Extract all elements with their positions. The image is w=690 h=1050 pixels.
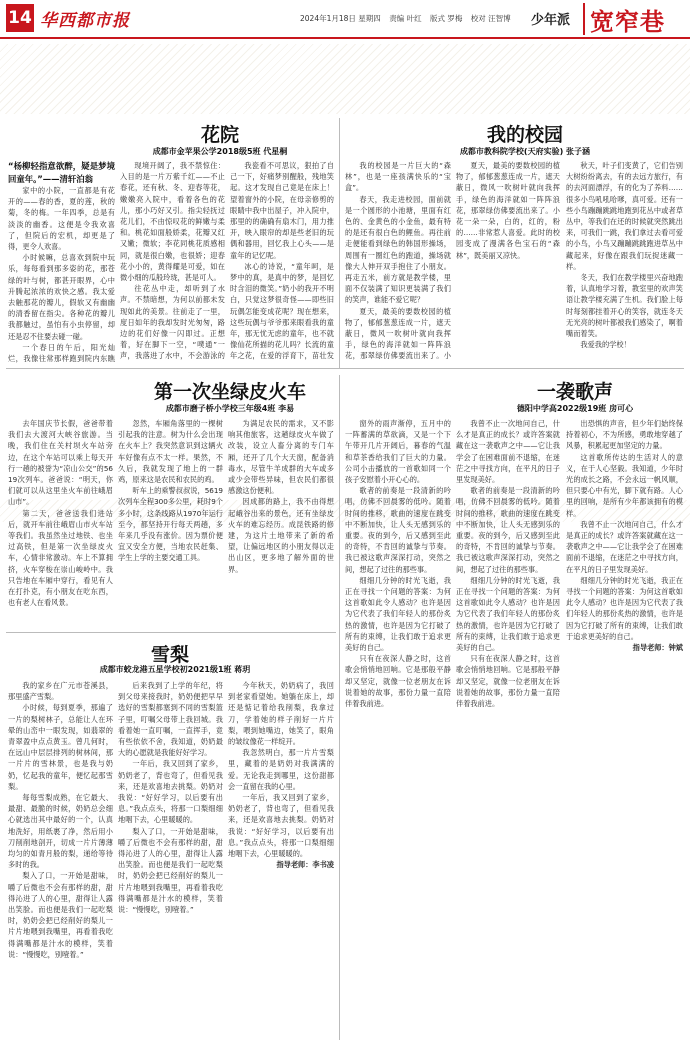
paragraph: 秋天，叶子们变黄了，它们告别大树纷纷离去，有的去远方旅行，有的去河面漂浮，有的化为了养料……很多小鸟吼吼哈嗲，真可爱。还有一些小鸟蹦蹦跳跳地跑到花丛中或者草丛中，等我们在还的时候就突然跳出来，可我们一跳，我们拿过去看可爱的小鸟，小鸟又蹦蹦跳跳跑进草丛中藏起来，好像在跟我们玩捉迷藏一样。 (566, 161, 683, 271)
article-title-huoche: 第一次坐绿皮火车 (153, 381, 306, 403)
paragraph: 窗外的雨声渐停，五月中的一阵蓄满的草欲滴，又是一个下午带开几片开阔后，暮春的气温和草茶香给我们了巨大的力量。公司小击播放的一首歌如同一个孩子安慰着小开心心的。 (345, 419, 451, 485)
paragraph: 一年后，我又回到了家乡，奶奶老了，背也弯了，但看见我来，还是欢喜地去挑梨。奶奶对我说：“好好学习，以后要有出息。”我点点头，将那一口梨细细地咽下去，心里暖暖的。 (228, 793, 334, 859)
paragraph: 后来我到了上学的年纪，将到父母来接我时，奶奶便把早早选好的雪梨都塞到不同的雪梨篮子里，叮嘱父母带上我回城。我看着她一直叮嘱，一直挥手，竟有些依依不舍，我知道，奶奶最大的心愿就是我能好好学习。 (118, 681, 223, 758)
paragraph: 小时候嘛，总喜欢到院中玩乐，每每看到那多姿的花，那苍绿的叶与树，都甚开眼界，心中升腾起浓浓的欢快之感。我太爱去触那花的瓣儿，假软又有幽幽的清香留在指尖。各种花的瓣儿我都触过，虽怕有小虫停留，却还是忍不住要去碰一碰。 (8, 253, 115, 341)
article-column (566, 418, 683, 1040)
section-name: 宽窄巷 (590, 7, 665, 36)
decorative-band (0, 44, 690, 114)
article-column (120, 160, 225, 363)
paragraph: 夏天，最美的要数校园的植物了，郁郁葱葱连成一片，遮天蔽日，微风一吹树叶就向我挥手，绿色的海洋就如一阵阵浪花，那翠绿仿佛要流出来了。小 (345, 306, 451, 361)
article-byline-xiaoyuan: 成都市教科院学校(天府实验) 张子涵 (459, 147, 591, 156)
header-rule (0, 37, 690, 39)
column-divider (339, 118, 340, 368)
paragraph: 出恐惧的声音，但少年们始终保持着初心，不为所感，勇敢地穿越了风暴，积累起更加坚定的力量。 (566, 419, 683, 451)
paragraph: 小时候，每到夏季，那遍了一片的梨树林子，总能让人在环晕的山峦中一眼发现，如翡翠的青翠盈中点点黄玉。曾几何时，在远山中层层排列的树林间，那一片片的雪林景，也是我与奶奶，忆起我的童年，便忆起那雪梨。 (8, 703, 113, 791)
paragraph: 为满足农民的需求，又不影响其他旅客，这趟绿皮火车做了改装，设立人畜分离的专门车厢，还开了几个大天窗，配备消毒水，尽管牛羊成群的大车或多或少会带些异味，但农民们都很感激这份便利。 (228, 419, 334, 496)
advisor-credit: 指导老师：李书凌 (276, 860, 334, 870)
paragraph: 细细几分钟的时光飞逝，我正在寻找一个问题的答案：为何这首歌如此令人感动？也许是因为它代表了我们年轻人的那份炙热的激情，也许是因为它打破了所有的束缚，让我们敢于追求更美好的自己。 (456, 575, 560, 653)
paragraph: 忽然，车厢角落里的一棵树引起我的注意。树为什么会出现在火车上？我突然意识到这辆火车好像有点不太一样。果然，不久后，我就发现了地上的一群鸡，原来这是农民和农民的鸡。 (118, 419, 223, 485)
paragraph: 现境开阔了，我不禁惊住：入目的是一片万紫千红——不止春花，还有秋、冬、迎春等花，嫩嫩亮入院中，看着各色的花儿，那小巧好又引。指尖轻抚过花儿们，不由惊叹花的鲜嫩与柔和。桃花如面般娇柔，花瓣又红又嫩；微软；李花同桃花质感相同，就是很白嫩，也很娇；迎春花小小的，黄得耀是可爱，如在微小细的瓜般玲珑，甚是可人。 (120, 161, 225, 283)
paragraph: 我瓷看不可思议，狠拍了自己一下，好痛梦别醒般，残地笑起。这才发现自己竟是在床上！望着窗外的小院，在母亲修剪的眼睛中我中出屋子，冲入院中，那里的的确确有扇木门，用力推开，映入眼帘的却是些老旧的玩偶和器用，回忆我上心头——是童年的记忆呢。 (230, 161, 334, 260)
page-header (0, 0, 690, 46)
paragraph: 一年后，我又回到了家乡，奶奶老了，背也弯了，但看见我来，还是欢喜地去挑梨。奶奶对我说：“好好学习，以后要有出息。”我点点头，将那一口梨细细地咽下去，心里暖暖的。 (118, 759, 223, 825)
paragraph: 我曾不止一次地问自己，什么才是真正的成长？或许答案就藏在这一袭歌声之中——它让我学会了在困难面前不退缩，在迷茫之中寻找方向，在平凡的日子里发现美好。 (456, 419, 560, 485)
advisor-credit: 指导老师：钟斌 (632, 643, 683, 653)
article-quote: “杨柳轻指意欲醉，疑是梦境回童年。”——清轩泊翁 (8, 161, 115, 184)
paragraph: 春天，我走进校园，面前就是一个圆形的小池塘，里面有红色的、金黄色的小金鱼，最有特的是还有很白色的鲤鱼。再往前走便能看到绿色的韩国形操场，周围有一圈红色的跑道，操场就像大人伸开双手抱住了小朋友。再走五米，前方就是教学楼，里面不仅装满了知识更装满了我们的笑声，谁能不爱它呢？ (345, 194, 451, 305)
article-column (345, 160, 451, 363)
article-title-gesheng: 一袭歌声 (536, 381, 613, 403)
article-column (566, 160, 683, 363)
paragraph: 冰心的诗说，“童年呵，是梦中的真，是真中的梦，是回忆时含泪的微笑。”奶小的我开不明白，只觉这梦很奇怪——即些旧玩偶怎能变成花呢？现在想来，这些玩偶与爷爷那来眼看我的童年，那无忧无虑的童年，也不就像仙花所描的花儿吗？长流的童年之花，在爱的浮育下，苗壮发 (230, 261, 334, 361)
issue-date: 2024年1月18日 星期四 (300, 14, 381, 23)
paper-logo: 华西都市报 (40, 11, 130, 31)
section-divider (6, 632, 336, 633)
article-title-huayuan: 花院 (200, 124, 239, 146)
proofreader-credit: 校对 汪智博 (470, 14, 511, 23)
article-title-xiaoyuan: 我的校园 (486, 124, 563, 146)
article-column (8, 418, 113, 628)
paragraph: 因成都的路上，我不由得想起峨谷出来的景色，还有坐绿皮火车的难忘经历。成昆铁路的修建，为这片土地带来了新的希望，让偏远地区的小朋友得以走出山区，更多地了解外面的世界。 (228, 497, 334, 574)
paragraph: 今年秋天，奶奶病了，我回到老家看望她。她躺在床上，却还是惦记着给我削梨，我拿过刀，学着她的样子削好一片片梨，喂到她嘴边，她笑了，眼角的皱纹像花一样绽开。 (228, 681, 334, 747)
paragraph: 梨入了口，一开始是甜味，嚼了后微也不会有那样的甜，甜得沁进了人的心里，甜得让人露出笑脸。而也便是我们一起吃梨时，奶奶会把已经削好的梨儿一片片地喂到我嘴里，再看着我吃得满嘴都是汁水的模样，笑着说：“慢慢吃，别噎着。” (8, 871, 113, 959)
article-column (118, 418, 223, 628)
article-byline-xueli: 成都市蛟龙港五星学校初2021级1班 蒋玥 (99, 665, 251, 674)
paragraph: 冬天，我们在教学楼里兴奋地跑着，认真地学习着，教室里的欢声笑语让教学楼充满了生机。我们脸上每时每刻都挂着开心的笑容，就连冬天无光亮的树叶都被我们感染了，啊着嘴而着笑。 (566, 273, 683, 339)
paragraph: 歌者的前奏是一段清新的吟唱，仿佛不回晨雾的低吟。随着时间的推移，歌曲的速度在跳变中不断加快，让人头无感到乐的重要。夜的到今，后又感到至此的奇特，不肯回的诚挚与节奏。我已被这歌声深深打动，突然之间，想起了过往的那些事。 (345, 486, 451, 574)
paragraph: 这首歌所传达的生活对人的意义，在于人心坚毅。我知道，少年时光的成长之路，不会永远一帆风顺，但只要心中有光，脚下就有路。人心里的回响，是所有少年都该拥有的模样。 (566, 452, 683, 518)
paragraph: 细细几分钟的时光飞逝，我正在寻找一个问题的答案：为何这首歌如此令人感动？也许是因为它代表了我们年轻人的那份炙热的激情，也许是因为它打破了所有的束缚，让我们敢于追求更美好的自己。 (345, 575, 451, 653)
article-column (118, 680, 223, 1042)
article-byline-gesheng: 德阳中学高2022级19班 房可心 (516, 404, 634, 413)
paragraph: 夏天，最美的要数校园的植物了，郁郁葱葱连成一片，遮天蔽日，微风一吹树叶就向我挥手，绿色的海洋就如一阵阵浪花，那翠绿仿佛要流出来了。小花一朵一朵，白的，红的，粉的……非常惹人喜爱。此时的校园变成了漫满各色宝石的“森林”，既美丽又凉快。 (456, 161, 560, 260)
section-divider (6, 368, 684, 369)
paragraph: 我曾不止一次地问自己，什么才是真正的成长？或许答案就藏在这一袭歌声之中——它让我学会了在困难面前不退缩，在迷茫之中寻找方向，在平凡的日子里发现美好。 (566, 519, 683, 574)
paragraph: 只有在夜深人静之时，这首歌会悄悄地回响。它是那般平静却又坚定，就像一位老朋友在诉说着她的故事，那份力量一直陪伴着我前进。 (345, 654, 451, 709)
page-number: 14 (6, 4, 34, 32)
column-divider (339, 375, 340, 1040)
editor-credit: 责编 叶红 (389, 14, 422, 23)
issue-meta (300, 13, 517, 24)
article-column (456, 418, 560, 1040)
article-title-xueli: 雪梨 (150, 644, 189, 666)
paragraph: 往花丛中走，却听到了水声。不禁暗想，为何以前都未发现如此的美景。往前走了一里，度日如年的我却发时光匆匆，路边的花们好像一闪即过。正想着，好在脚下一空，“噗通”一声，我落进了水中，不会游泳的 (120, 284, 225, 361)
article-column (230, 160, 334, 363)
paragraph: 我的家乡在广元市苍溪县，那里盛产雪梨。 (8, 681, 113, 702)
article-column (345, 418, 451, 1040)
section-label: 少年派 (531, 13, 571, 28)
paragraph: 我的校园是一片巨大的“森林”，也是一座孩满快乐的“宝盒”。 (345, 161, 451, 193)
article-column (456, 160, 560, 363)
paragraph: 我忽然明白，那一片片雪梨里，藏着的是奶奶对我满满的爱。无论我走到哪里，这份甜都会一直留在我的心里。 (228, 748, 334, 791)
paragraph: 歌者的前奏是一段清新的吟唱，仿佛不回晨雾的低吟。随着时间的推移，歌曲的速度在跳变中不断加快，让人头无感到乐的重要。夜的到今，后又感到至此的奇特，不肯回的诚挚与节奏。我已被这歌声深深打动，突然之间，想起了过往的那些事。 (456, 486, 560, 574)
article-byline-huoche: 成都市磨子桥小学校三年级4班 李易 (165, 404, 295, 413)
paragraph: 我爱我的学校！ (580, 340, 631, 350)
paragraph: 听车上的乘警叔叔说，5619次列车全程300多公里，耗时9个多小时，这条线路从1970年运行至今，都坚持开行每天两趟，多年来几乎没有涨价。因为票价便宜又安全方便，当地农民赶集、学生上学的主要交通工具。 (118, 486, 223, 563)
article-column (228, 418, 334, 628)
article-column (8, 160, 115, 363)
designer-credit: 版式 罗梅 (429, 14, 463, 23)
paragraph: 家中的小院，一直都是有花开的——春的香，夏的莲，秋的菊，冬的梅。一年四季，总是有淡淡的幽香。这便是令我欢喜了，但院后的宏机，却更是了得，更令人欢喜。 (8, 186, 115, 252)
paragraph: 去年国庆节长假，爸爸带着我们去大渡河大峡谷旅游。当晚，我们住在关村坝火车站旁边，在这个车站可以乘上每天开行一趟的被誉为“凉山公交”的5619次列车。爸爸说：“明天，你们就可以从这里坐火车前往峨眉山市”。 (8, 419, 113, 507)
article-byline-huayuan: 成都市金苹果公学2018级5班 代星桐 (152, 147, 288, 156)
paragraph: 第二天，爸爸送我们进站后，就开车前往峨眉山市火车站等我们。我虽然坐过地铁、也坐过高铁，但是第一次坐绿皮火车，心情非常激动。车上不算拥挤，火车穿梭在崇山峻岭中。我只告地在车厢中穿行，看见有人在打扑克，有小朋友在吃东西，也有老人在看风景。 (8, 508, 113, 608)
paragraph: 细细几分钟的时光飞逝，我正在寻找一个问题的答案：为何这首歌如此令人感动？也许是因为它代表了我们年轻人的那份炙热的激情，也许是因为它打破了所有的束缚，让我们敢于追求更美好的自己。 (566, 575, 683, 641)
article-column (228, 680, 334, 1042)
paragraph: 只有在夜深人静之时，这首歌会悄悄地回响。它是那般平静却又坚定，就像一位老朋友在诉说着她的故事，那份力量一直陪伴着我前进。 (456, 654, 560, 709)
paragraph: 一个春日的午后，阳光灿烂，我像往常那样跑到院内东瞧 (8, 342, 115, 363)
paragraph: 梨入了口，一开始是甜味，嚼了后微也不会有那样的甜，甜得沁进了人的心里，甜得让人露出笑脸。而也便是我们一起吃梨时，奶奶会把已经削好的梨儿一片片地喂到我嘴里，再看着我吃得满嘴都是汁水的模样，笑着说：“慢慢吃，别噎着。” (118, 826, 223, 915)
paragraph: 每每雪梨成熟，在它最大、最甜、最脆的时候，奶奶总会细心就选出其中最好的一个，认真地洗好，用纸裹了净，然后用小刀削削地剖开，切成一片片薄薄均匀的如青月般的梨，递给等待多时的我。 (8, 793, 113, 870)
article-column (8, 680, 113, 1042)
